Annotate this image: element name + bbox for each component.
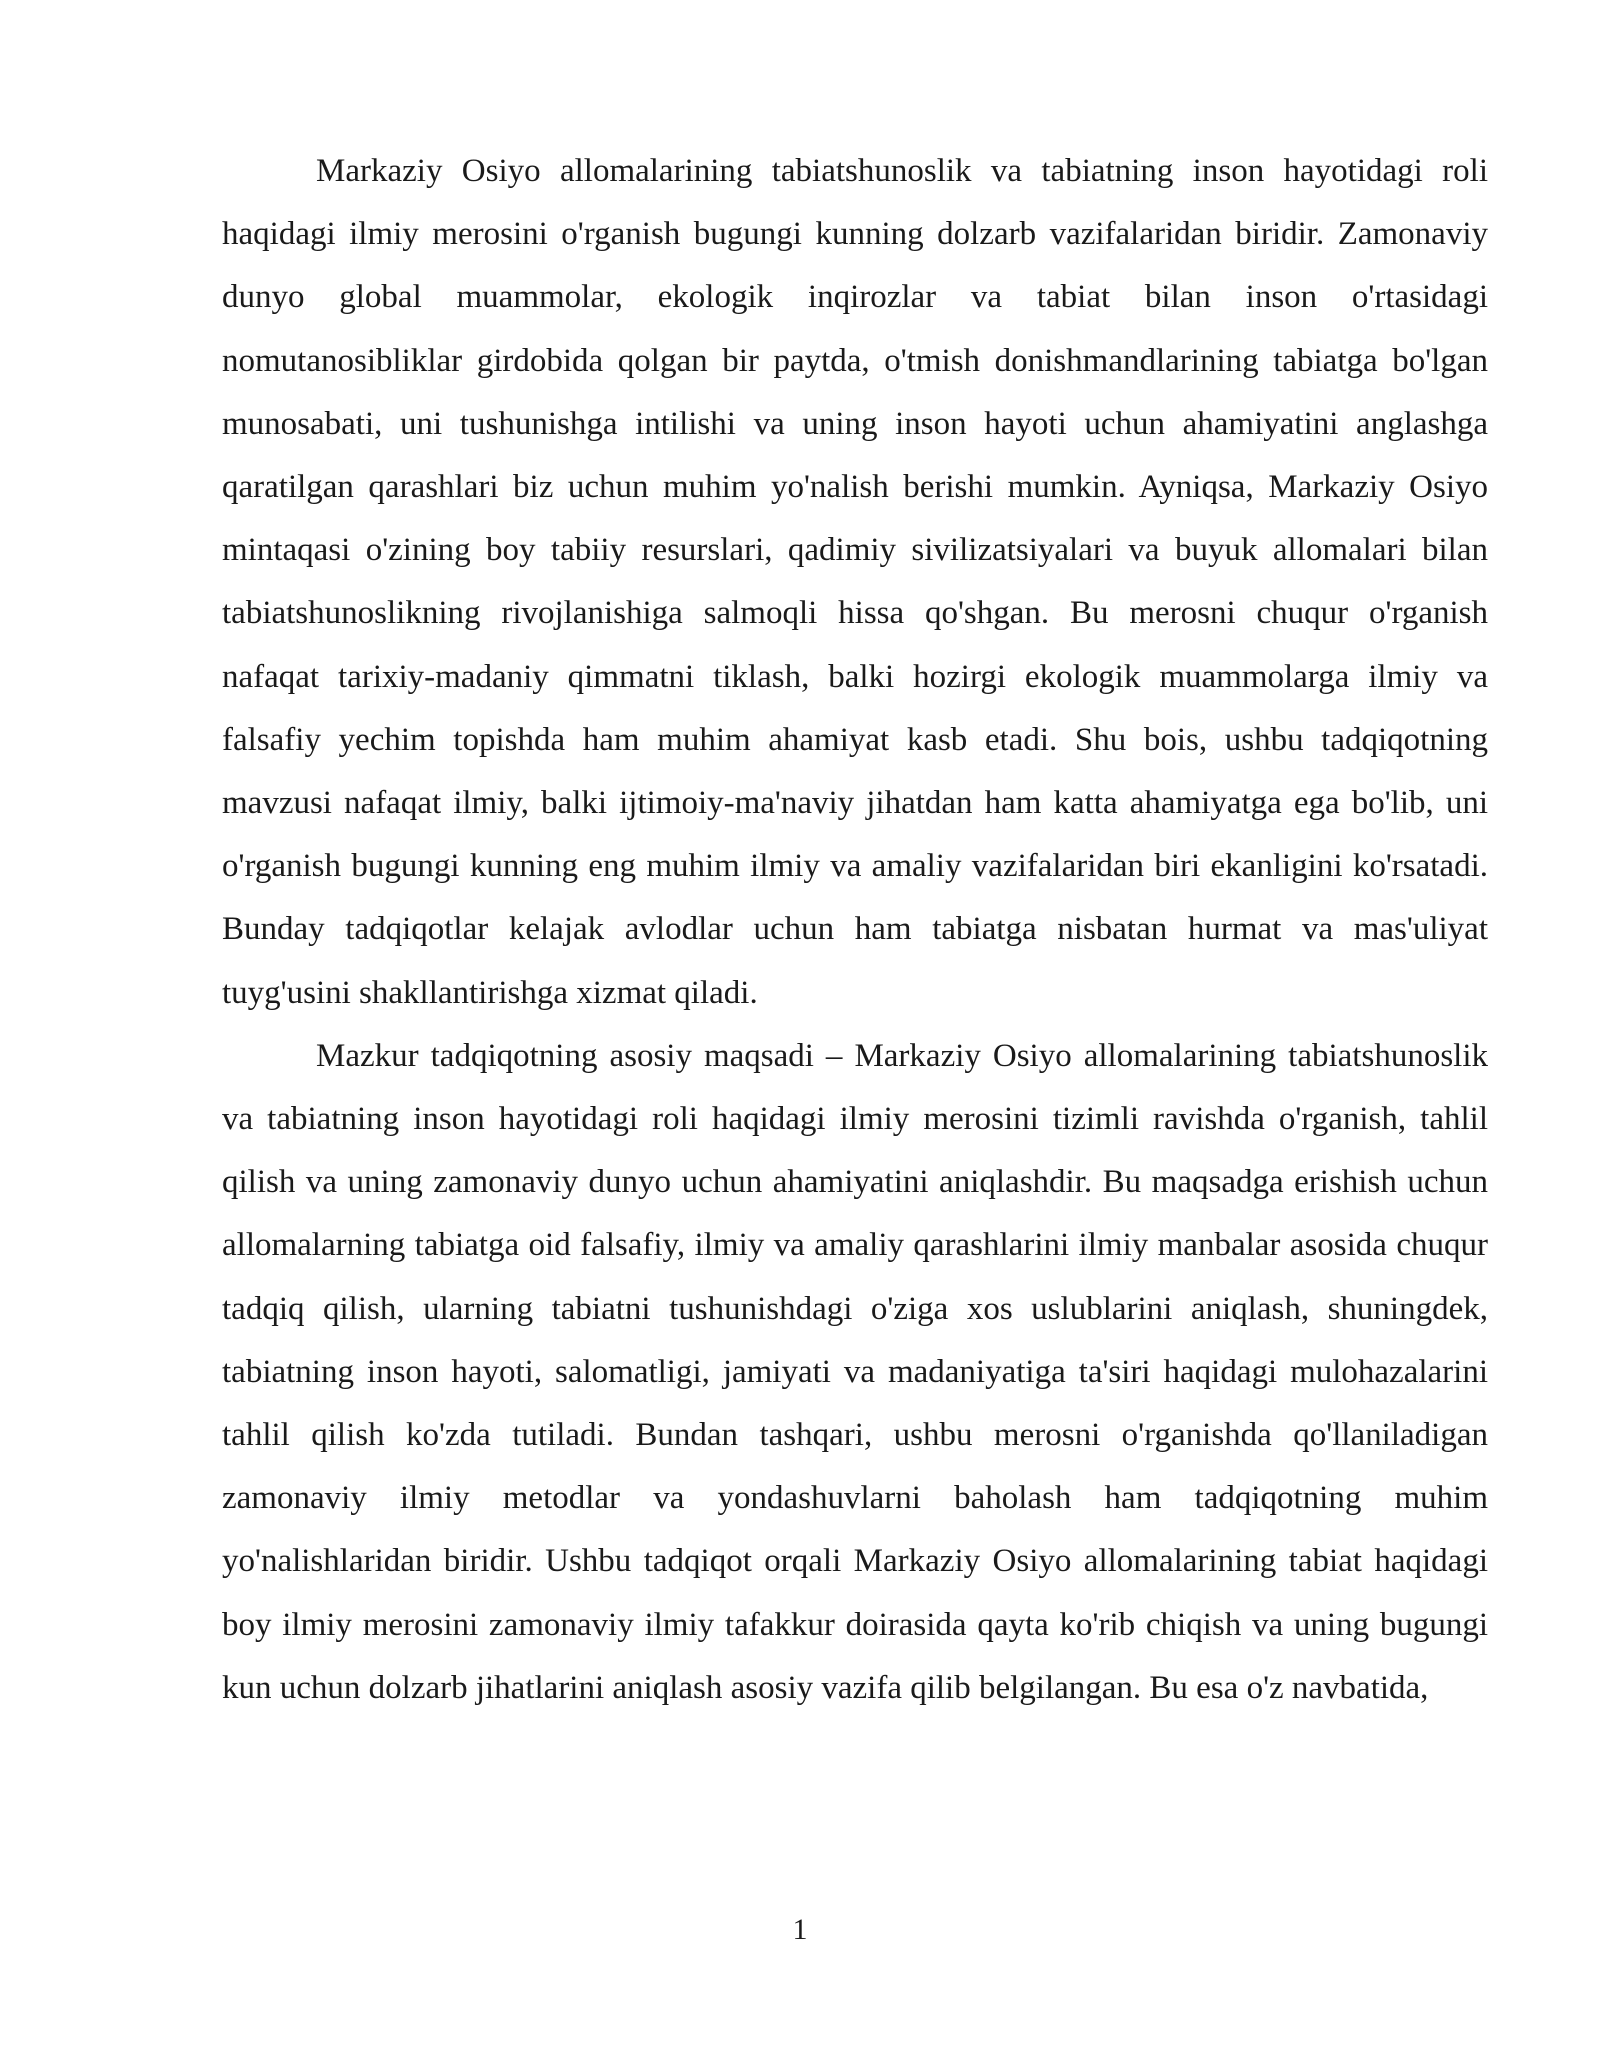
body-paragraph-2: Mazkur tadqiqotning asosiy maqsadi – Markaziy Osiyo allomalarining tabiatshunoslik va tabiatning inson hayotidagi roli haqidagi ilmiy merosini tizimli ravishda o'rganish, tahlil qilish va uning zamonaviy dunyo uchun ahamiyatini aniqlashdir. Bu maqsadga erishish uchun allomalarning tabiatga oid falsafiy, ilmiy va amaliy qarashlarini ilmiy manbalar asosida chuqur tadqiq qilish, ularning tabiatni tushunishdagi o'ziga xos uslublarini aniqlash, shuningdek, tabiatning inson hayoti, salomatligi, jamiyati va madaniyatiga ta'siri haqidagi mulohazalarini tahlil qilish ko'zda tutiladi. Bundan tashqari, ushbu merosni o'rganishda qo'llaniladigan zamonaviy ilmiy metodlar va yondashuvlarni baholash ham tadqiqotning muhim yo'nalishlaridan biridir. Ushbu tadqiqot orqali Markaziy Osiyo allomalarining tabiat haqidagi boy ilmiy merosini zamonaviy ilmiy tafakkur doirasida qayta ko'rib chiqish va uning bugungi kun uchun dolzarb jihatlarini aniqlash asosiy vazifa qilib belgilangan. Bu esa o'z navbatida,	[222, 1037, 1488, 1706]
body-paragraph-1: Markaziy Osiyo allomalarining tabiatshunoslik va tabiatning inson hayotidagi roli haqidagi ilmiy merosini o'rganish bugungi kunning dolzarb vazifalaridan biridir. Zamonaviy dunyo global muammolar, ekologik inqirozlar va tabiat bilan inson o'rtasidagi nomutanosibliklar girdobida qolgan bir paytda, o'tmish donishmandlarining tabiatga bo'lgan munosabati, uni tushunishga intilishi va uning inson hayoti uchun ahamiyatini anglashga qaratilgan qarashlari biz uchun muhim yo'nalish berishi mumkin. Ayniqsa, Markaziy Osiyo mintaqasi o'zining boy tabiiy resurslari, qadimiy sivilizatsiyalari va buyuk allomalari bilan tabiatshunoslikning rivojlanishiga salmoqli hissa qo'shgan. Bu merosni chuqur o'rganish nafaqat tarixiy-madaniy qimmatni tiklash, balki hozirgi ekologik muammolarga ilmiy va falsafiy yechim topishda ham muhim ahamiyat kasb etadi. Shu bois, ushbu tadqiqotning mavzusi nafaqat ilmiy, balki ijtimoiy-ma'naviy jihatdan ham katta ahamiyatga ega bo'lib, uni o'rganish bugungi kunning eng muhim ilmiy va amaliy vazifalaridan biri ekanligini ko'rsatadi. Bunday tadqiqotlar kelajak avlodlar uchun ham tabiatga nisbatan hurmat va mas'uliyat tuyg'usini shakllantirishga xizmat qiladi.	[222, 153, 1488, 1011]
document-body	[222, 140, 1488, 1720]
page-number: 1	[792, 1913, 808, 1946]
